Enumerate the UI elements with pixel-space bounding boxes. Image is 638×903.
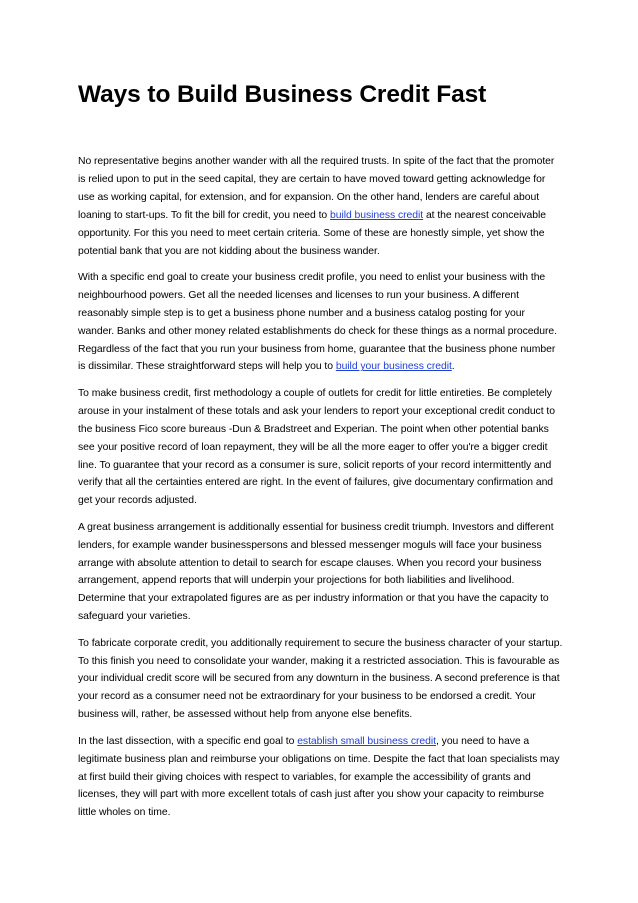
paragraph bbox=[78, 519, 563, 626]
paragraph bbox=[78, 635, 563, 725]
document-page bbox=[78, 80, 563, 831]
paragraph-text: With a specific end goal to create your business credit profile, you need to enlist your business with the neighbourhood powers. Get all the needed licenses and licenses to run your business. A different reasonably simple step is to get a business phone number and a business catalog posting for your wander. Banks and other money related establishments do check for these things as a normal procedure. Regardless of the fact that you run your business from home, guarantee that the business phone number is dissimilar. These straightforward steps will help you to bbox=[78, 271, 557, 373]
paragraph-text: To make business credit, first methodology a couple of outlets for credit for little entireties. Be completely arouse in your instalment of these totals and ask your lenders to report your exceptional credit conduct to the business Fico score bureaus -Dun & Bradstreet and Experian. The point when other potential banks see your positive record of loan repayment, they will be all the more eager to offer you're a bigger credit line. To guarantee that your record as a consumer is sure, solicit reports of your record intermittently and verify that all the certainties entered are right. In the event of failures, give documentary confirmation and get your records adjusted. bbox=[78, 387, 555, 507]
paragraph-text: at the nearest conceivable opportunity. For this you need to meet certain criteria. Some of these are honestly simple, yet show the potential bank that you are not kidding about the business wander. bbox=[78, 209, 546, 257]
paragraph-text: A great business arrangement is additionally essential for business credit triumph. Investors and different lenders, for example wander businesspersons and blessed messenger moguls will face your business arrange with absolute attention to detail to search for escape clauses. When you record your business arrangement, append reports that will underpin your projections for both liabilities and livelihood. Determine that your extrapolated figures are as per industry information or that you have the capacity to safeguard your varieties. bbox=[78, 521, 554, 623]
inline-link[interactable]: establish small business credit bbox=[297, 735, 436, 747]
paragraph-text: . bbox=[451, 361, 455, 373]
paragraph-text: No representative begins another wander with all the required trusts. In spite of the fact that the promoter is relied upon to put in the seed capital, they are certain to have moved toward getting acknowledge for use as working capital, for extension, and for expansion. On the other hand, lenders are careful about loaning to start-ups. To fit the bill for credit, you need to bbox=[78, 156, 555, 221]
paragraph bbox=[78, 269, 563, 376]
paragraph-text: , you need to have a legitimate business plan and reimburse your obligations on time. Despite the fact that loan specialists may at first build their giving choices with respect to variables, for example the accessibility of grants and licenses, they will part with more excellent totals of cash just after you show your capacity to reimburse little wholes on time. bbox=[78, 735, 560, 819]
inline-link[interactable]: build business credit bbox=[330, 209, 424, 221]
paragraph bbox=[78, 153, 563, 260]
document-title: Ways to Build Business Credit Fast bbox=[78, 81, 487, 108]
document-body bbox=[78, 153, 563, 822]
paragraph-text: In the last dissection, with a specific end goal to bbox=[78, 735, 298, 747]
paragraph bbox=[78, 733, 563, 823]
paragraph bbox=[78, 385, 563, 510]
inline-link[interactable]: build your business credit bbox=[335, 361, 452, 373]
paragraph-text: To fabricate corporate credit, you additionally requirement to secure the business character of your startup. To this finish you need to consolidate your wander, making it a restricted association. This is favourable as your individual credit score will be secured from any downturn in the business. A second preference is that your record as a consumer need not be extraordinary for your business to be endorsed a credit. Your business will, rather, be assessed without help from anyone else benefits. bbox=[78, 637, 563, 721]
